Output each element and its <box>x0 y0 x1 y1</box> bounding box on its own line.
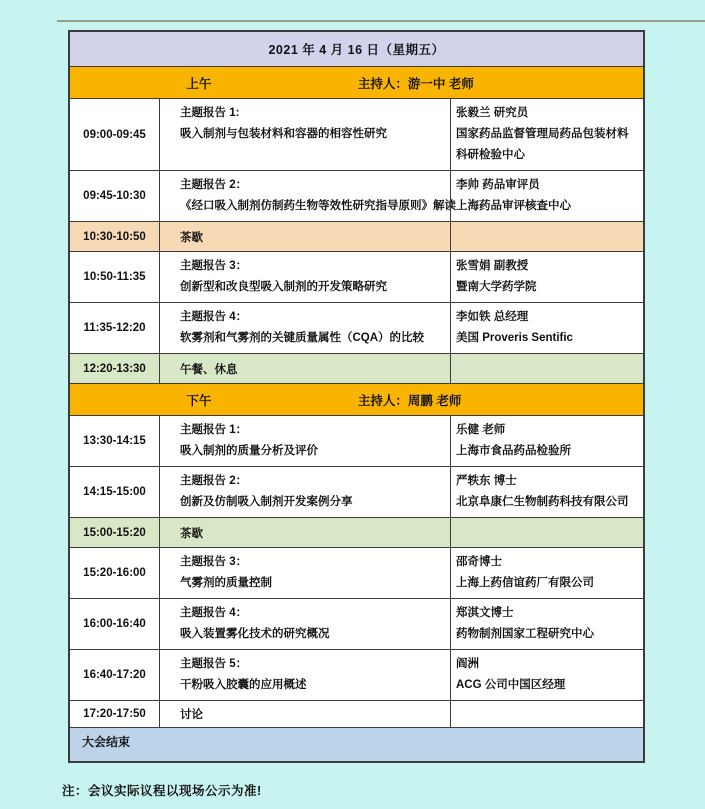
time-cell: 16:00-16:40 <box>83 618 146 630</box>
speaker-org: 暨南大学药学院 <box>456 281 537 293</box>
talk-row <box>70 466 643 517</box>
discussion-row <box>70 700 643 727</box>
topic-title: 吸入制剂与包装材料和容器的相容性研究 <box>180 128 387 140</box>
time-cell: 15:00-15:20 <box>83 526 146 539</box>
speaker-org: 上海上药信谊药厂有限公司 <box>456 577 594 589</box>
topic-title: 气雾剂的质量控制 <box>180 577 272 589</box>
session-label-afternoon: 下午 <box>186 393 212 408</box>
speaker-org: 北京阜康仁生物制药科技有限公司 <box>456 496 629 508</box>
speaker-name: 张雪娟 副教授 <box>456 260 529 272</box>
discussion-label-cell: 讨论 <box>159 701 450 727</box>
speaker-cell-empty <box>450 701 643 727</box>
speaker-name: 阎洲 <box>456 658 479 670</box>
topic-title: 吸入制剂的质量分析及评价 <box>180 445 318 457</box>
time-cell: 10:30-10:50 <box>83 230 146 243</box>
break-label-cell: 茶歇 <box>159 222 450 251</box>
date-header-row <box>70 32 643 66</box>
break-label-cell: 茶歇 <box>159 518 450 547</box>
speaker-cell-empty <box>450 518 643 547</box>
topic-heading: 主题报告 3： <box>180 556 248 568</box>
time-cell: 14:15-15:00 <box>83 486 146 498</box>
topic-heading: 主题报告 1： <box>180 424 248 436</box>
time-cell: 17:20-17:50 <box>83 708 146 720</box>
speaker-name: 郑淇文博士 <box>456 607 514 619</box>
talk-row <box>70 98 643 170</box>
topic-cell <box>159 99 450 170</box>
talk-row <box>70 649 643 700</box>
time-cell: 15:20-16:00 <box>83 567 146 579</box>
topic-title: 创新及仿制吸入制剂开发案例分享 <box>180 496 353 508</box>
speaker-cell <box>450 252 643 302</box>
tea-break-row <box>70 517 643 547</box>
speaker-org: 上海市食品药品检验所 <box>456 445 571 457</box>
topic-cell <box>159 599 450 649</box>
tea-break-row <box>70 221 643 251</box>
topic-cell <box>159 252 450 302</box>
speaker-cell <box>450 416 643 466</box>
topic-heading: 主题报告 3： <box>180 260 248 272</box>
top-divider-line <box>57 20 705 22</box>
topic-cell <box>159 548 450 598</box>
topic-heading: 主题报告 1: <box>180 107 240 119</box>
time-cell: 16:40-17:20 <box>83 669 146 681</box>
topic-heading: 主题报告 4： <box>180 607 248 619</box>
topic-title: 干粉吸入胶囊的应用概述 <box>180 679 307 691</box>
speaker-name: 乐健 老师 <box>456 424 506 436</box>
moderator-label-morning: 主持人：游一中 老师 <box>357 76 474 91</box>
speaker-name: 张毅兰 研究员 <box>456 107 529 119</box>
topic-heading: 主题报告 2： <box>180 475 248 487</box>
topic-heading: 主题报告 4： <box>180 311 248 323</box>
time-cell: 09:00-09:45 <box>83 128 146 141</box>
lunch-break-row <box>70 353 643 383</box>
speaker-cell <box>450 99 643 170</box>
speaker-cell <box>450 467 643 517</box>
talk-row <box>70 547 643 598</box>
topic-cell <box>159 650 450 700</box>
speaker-cell-empty <box>450 354 643 383</box>
time-cell: 09:45-10:30 <box>83 190 146 202</box>
speaker-org: 国家药品监督管理局药品包装材料科研检验中心 <box>456 128 629 161</box>
talk-row <box>70 302 643 353</box>
speaker-org: 药物制剂国家工程研究中心 <box>456 628 594 640</box>
time-cell: 12:20-13:30 <box>83 362 146 375</box>
topic-heading: 主题报告 2： <box>180 179 248 191</box>
speaker-cell <box>450 548 643 598</box>
break-label-cell: 午餐、休息 <box>159 354 450 383</box>
topic-title: 软雾剂和气雾剂的关键质量属性（CQA）的比较 <box>180 332 425 344</box>
topic-title: 吸入装置雾化技术的研究概况 <box>180 628 330 640</box>
time-cell: 11:35-12:20 <box>83 322 146 334</box>
session-label-morning: 上午 <box>186 76 212 91</box>
topic-title: 《经口吸入制剂仿制药生物等效性研究指导原则》解读 <box>180 200 456 212</box>
topic-cell <box>159 467 450 517</box>
talk-row <box>70 170 643 221</box>
talk-row <box>70 415 643 466</box>
speaker-cell <box>450 650 643 700</box>
topic-heading: 主题报告 5： <box>180 658 248 670</box>
speaker-name: 李帅 药品审评员 <box>456 179 540 191</box>
moderator-label-afternoon: 主持人：周鹏 老师 <box>357 393 462 408</box>
closing-label: 大会结束 <box>82 735 131 749</box>
session-row-morning <box>70 66 643 98</box>
speaker-name: 李如铁 总经理 <box>456 311 529 323</box>
talk-row <box>70 251 643 302</box>
speaker-cell <box>450 303 643 353</box>
speaker-name: 严轶东 博士 <box>456 475 517 487</box>
speaker-org: 上海药品审评核查中心 <box>456 200 571 212</box>
speaker-org: 美国 Proveris Sentific <box>456 332 573 344</box>
speaker-name: 邵奇博士 <box>456 556 502 568</box>
date-header-label: 2021 年 4 月 16 日（星期五） <box>268 43 445 57</box>
speaker-org: ACG 公司中国区经理 <box>456 679 566 691</box>
time-cell: 13:30-14:15 <box>83 435 146 447</box>
time-cell: 10:50-11:35 <box>83 271 146 283</box>
footer-note: 注：会议实际议程以现场公示为准! <box>62 784 262 798</box>
closing-row <box>70 727 643 761</box>
topic-title: 创新型和改良型吸入制剂的开发策略研究 <box>180 281 387 293</box>
speaker-cell-empty <box>450 222 643 251</box>
speaker-cell <box>450 171 643 221</box>
topic-cell <box>159 303 450 353</box>
topic-cell <box>159 171 456 221</box>
talk-row <box>70 598 643 649</box>
speaker-cell <box>450 599 643 649</box>
agenda-table <box>68 30 645 763</box>
topic-cell <box>159 416 450 466</box>
session-row-afternoon <box>70 383 643 415</box>
